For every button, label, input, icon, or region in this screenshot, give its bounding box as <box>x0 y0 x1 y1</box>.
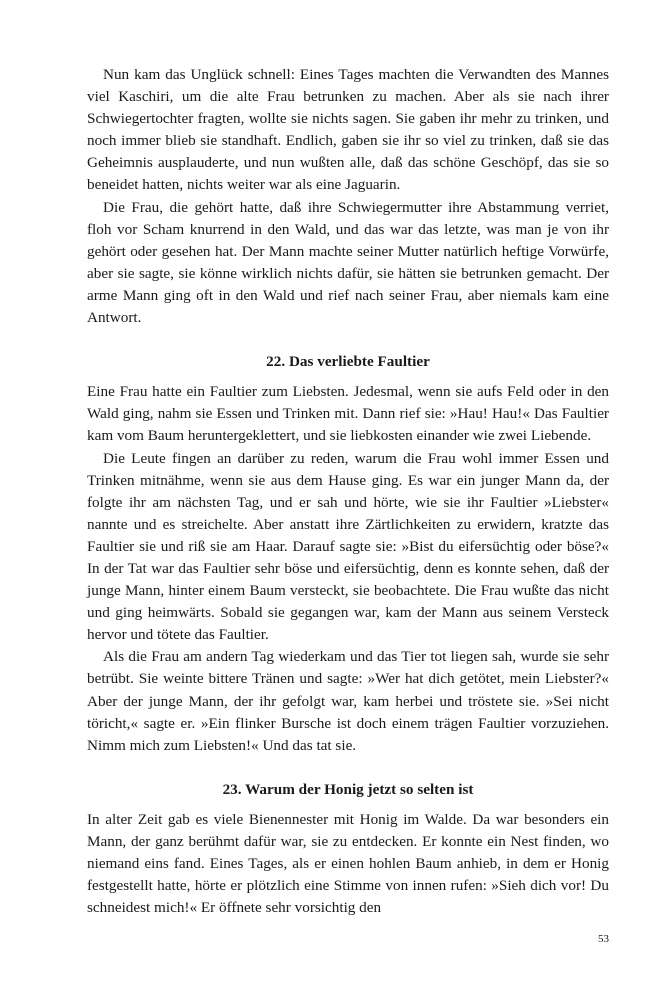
section-22-paragraph-3: Als die Frau am andern Tag wiederkam und das Tier tot liegen sah, wurde sie sehr betrübt. Sie weinte bittere Tränen und sagte: »Wer hat dich getötet, mein Liebster?« Aber der junge Mann, der ihr gefolgt war, kam herbei und tröstete sie. »Sei nicht töricht,« sagte er. »Ein flinker Bursche ist doch einem trägen Faultier vorzuziehen. Nimm mich zum Liebsten!« Und das tat sie. <box>87 648 609 754</box>
section-22-paragraph-2: Die Leute fingen an darüber zu reden, warum die Frau wohl immer Essen und Trinken mitnähme, wenn sie aus dem Hause ging. Es war ein junger Mann da, der folgte ihr am nächsten Tag, und er sah und hörte, wie sie ihr Faultier »Liebster« nannte und es streichelte. Aber anstatt ihre Zärtlichkeiten zu erwidern, kratzte das Faultier sie und riß sie am Haar. Darauf sagte sie: »Bist du eifersüchtig oder böse?« In der Tat war das Faultier sehr böse und eifersüchtig, denn es konnte sehen, daß der junge Mann, hinter einem Baum versteckt, sie beobachtete. Die Frau wußte das nicht und ging heimwärts. Sobald sie gegangen war, kam der Mann aus seinem Versteck hervor und tötete das Faultier. <box>87 449 609 644</box>
section-23-title: 23. Warum der Honig jetzt so selten ist <box>222 780 474 798</box>
section-22-title: 22. Das verliebte Faultier <box>266 353 430 371</box>
page-number: 53 <box>598 933 609 945</box>
book-page <box>87 64 609 919</box>
paragraph-intro-2: Die Frau, die gehört hatte, daß ihre Schwiegermutter ihre Abstammung verriet, floh vor Scham knurrend in den Wald, und das war das letzte, was man je von ihr gehört oder gesehen hat. Der Mann machte seiner Mutter natürlich heftige Vorwürfe, aber sie sagte, sie könne wirklich nichts dafür, sie hätten sie betrunken gemacht. Der arme Mann ging oft in den Wald und rief nach seiner Frau, aber niemals kam eine Antwort. <box>87 198 609 327</box>
paragraph-intro-1: Nun kam das Unglück schnell: Eines Tages machten die Verwandten des Mannes viel Kaschiri, um die alte Frau betrunken zu machen. Aber als sie nach ihrer Schwiegertochter fragten, wollte sie nichts sagen. Sie gaben ihr mehr zu trinken, und noch immer blieb sie standhaft. Endlich, gaben sie ihr so viel zu trinken, daß sie das Geheimnis ausplauderte, und nun wußten alle, daß das schöne Geschöpf, das sie so beneidet hatten, nichts weiter war als eine Jaguarin. <box>87 66 609 194</box>
section-22-paragraph-1: Eine Frau hatte ein Faultier zum Liebsten. Jedesmal, wenn sie aufs Feld oder in den Wald ging, nahm sie Essen und Trinken mit. Dann rief sie: »Hau! Hau!« Das Faultier kam vom Baum heruntergeklettert, und sie liebkosten einander wie zwei Liebende. <box>87 383 609 445</box>
section-23-paragraph-1: In alter Zeit gab es viele Bienennester mit Honig im Walde. Da war besonders ein Mann, der ganz berühmt dafür war, sie zu entdecken. Er konnte ein Nest finden, wo niemand eins fand. Eines Tages, als er einen hohlen Baum anhieb, in dem er Honig festgestellt hatte, hörte er plötzlich eine Stimme von innen rufen: »Sieh dich vor! Du schneidest mich!« Er öffnete sehr vorsichtig den <box>87 810 609 917</box>
